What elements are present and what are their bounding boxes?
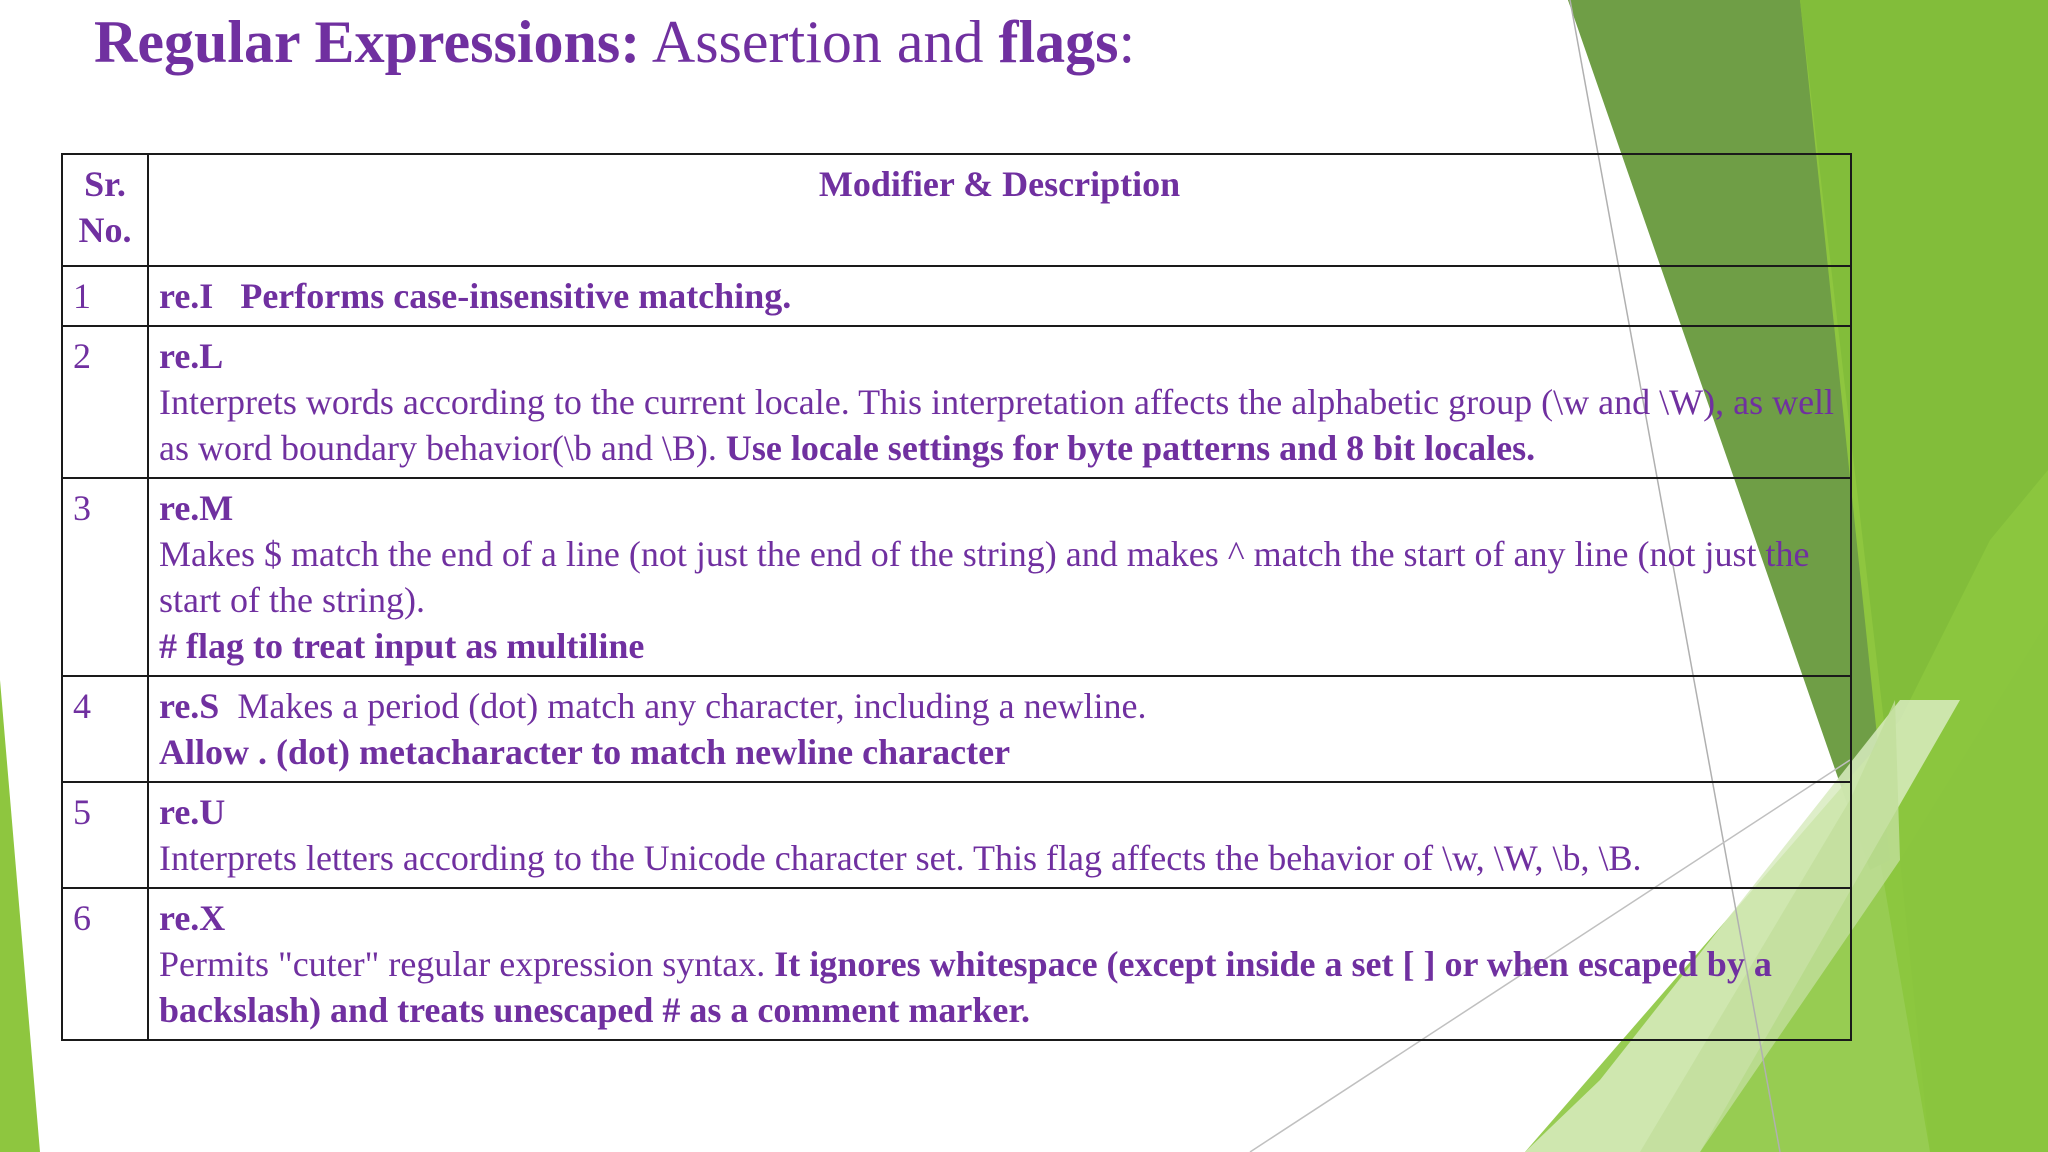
table-row [62,478,1851,676]
row-number: 1 [62,266,148,326]
table-row [62,888,1851,1040]
flag-desc: Permits "cuter" regular expression syntax. [159,944,766,984]
flag-desc: Interprets words according to the current locale. This interpretation affects the alphabetic group (\w and \W), as well as word boundary behavior(\b and \B). [159,382,1835,468]
flag-note: It ignores whitespace (except inside a set [ ] or when escaped by a backslash) and treats unescaped # as a comment marker. [159,944,1772,1030]
flag-name: re.X [159,898,226,938]
table-row [62,782,1851,888]
flag-desc: Performs case-insensitive matching. [240,276,792,316]
row-description [148,266,1851,326]
flag-desc: Makes $ match the end of a line (not just the end of the string) and makes ^ match the start of any line (not just the start of the string). [159,534,1810,620]
slide-title: Regular Expressions: Assertion and flags: [94,9,1136,75]
flag-name: re.U [159,792,226,832]
header-modifier-description: Modifier & Description [148,154,1851,266]
flag-note: Use locale settings for byte patterns and 8 bit locales. [725,428,1536,468]
row-number: 3 [62,478,148,676]
header-sr-no: Sr. No. [62,154,148,266]
row-description [148,676,1851,782]
row-number: 5 [62,782,148,888]
flag-note: Allow . (dot) metacharacter to match newline character [159,732,1011,772]
flag-desc: Makes a period (dot) match any character, including a newline. [237,686,1147,726]
table-row [62,266,1851,326]
flags-table [61,153,1852,1041]
flag-desc: Interprets letters according to the Unicode character set. This flag affects the behavior of \w, \W, \b, \B. [159,838,1642,878]
flag-name: re.I [159,276,214,316]
table-row [62,326,1851,478]
flag-note: # flag to treat input as multiline [159,626,645,666]
row-description [148,782,1851,888]
row-description [148,478,1851,676]
flag-name: re.M [159,488,234,528]
flag-name: re.L [159,336,224,376]
table-header-row [62,154,1851,266]
row-number: 4 [62,676,148,782]
flag-name: re.S [159,686,220,726]
table-row [62,676,1851,782]
row-description [148,888,1851,1040]
row-description [148,326,1851,478]
row-number: 2 [62,326,148,478]
row-number: 6 [62,888,148,1040]
